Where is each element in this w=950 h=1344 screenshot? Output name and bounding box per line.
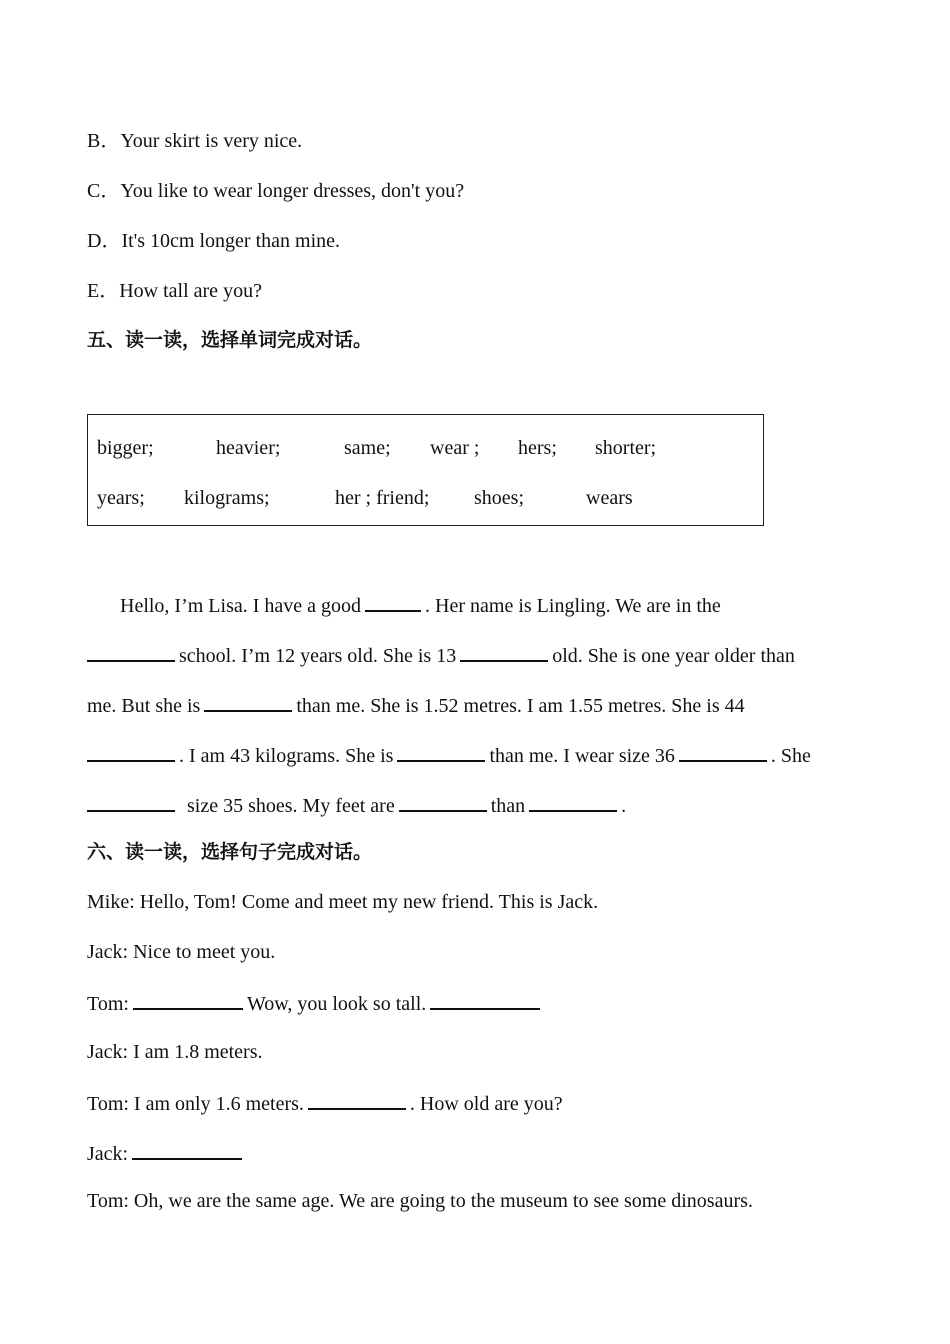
word: shoes; [474,487,524,509]
blank[interactable] [460,642,548,662]
word-bank [87,414,764,526]
blank[interactable] [204,692,292,712]
word: wear ; [430,437,480,459]
blank[interactable] [308,1090,406,1110]
dialog-line: Tom: I am only 1.6 meters. . How old are you? [87,1090,563,1116]
blank[interactable] [430,990,540,1010]
word: heavier; [216,437,281,459]
option-e: E．How tall are you? [87,280,262,302]
passage-line-1: Hello, I’m Lisa. I have a good . Her name is Lingling. We are in the [120,592,721,618]
passage-line-2: school. I’m 12 years old. She is 13 old. She is one year older than [87,642,795,668]
blank[interactable] [679,742,767,762]
blank[interactable] [529,792,617,812]
dialog-line: Tom: Oh, we are the same age. We are going to the museum to see some dinosaurs. [87,1190,753,1212]
word: her ; friend; [335,487,430,509]
blank[interactable] [397,742,485,762]
section5-heading: 五、读一读，选择单词完成对话。 [87,329,373,351]
word: bigger; [97,437,154,459]
blank[interactable] [133,990,243,1010]
passage-line-4: . I am 43 kilograms. She is than me. I wear size 36 . She [87,742,811,768]
option-b: B．Your skirt is very nice. [87,130,303,152]
option-d: D．It's 10cm longer than mine. [87,230,340,252]
blank[interactable] [399,792,487,812]
blank[interactable] [87,642,175,662]
dialog-line: Jack: [87,1140,246,1166]
passage-line-3: me. But she is than me. She is 1.52 metres. I am 1.55 metres. She is 44 [87,692,745,718]
word: years; [97,487,145,509]
section6-heading: 六、读一读，选择句子完成对话。 [87,841,373,863]
word: kilograms; [184,487,270,509]
passage-line-5: size 35 shoes. My feet are than . [87,792,626,818]
dialog-line: Jack: I am 1.8 meters. [87,1041,263,1063]
word: same; [344,437,391,459]
blank[interactable] [87,742,175,762]
word: hers; [518,437,557,459]
blank[interactable] [365,592,421,612]
blank[interactable] [87,792,175,812]
dialog-line: Mike: Hello, Tom! Come and meet my new friend. This is Jack. [87,891,599,913]
dialog-line: Jack: Nice to meet you. [87,941,276,963]
word: wears [586,487,633,509]
dialog-line: Tom: Wow, you look so tall. [87,990,544,1016]
word: shorter; [595,437,657,459]
option-c: C．You like to wear longer dresses, don't you? [87,180,465,202]
blank[interactable] [132,1140,242,1160]
